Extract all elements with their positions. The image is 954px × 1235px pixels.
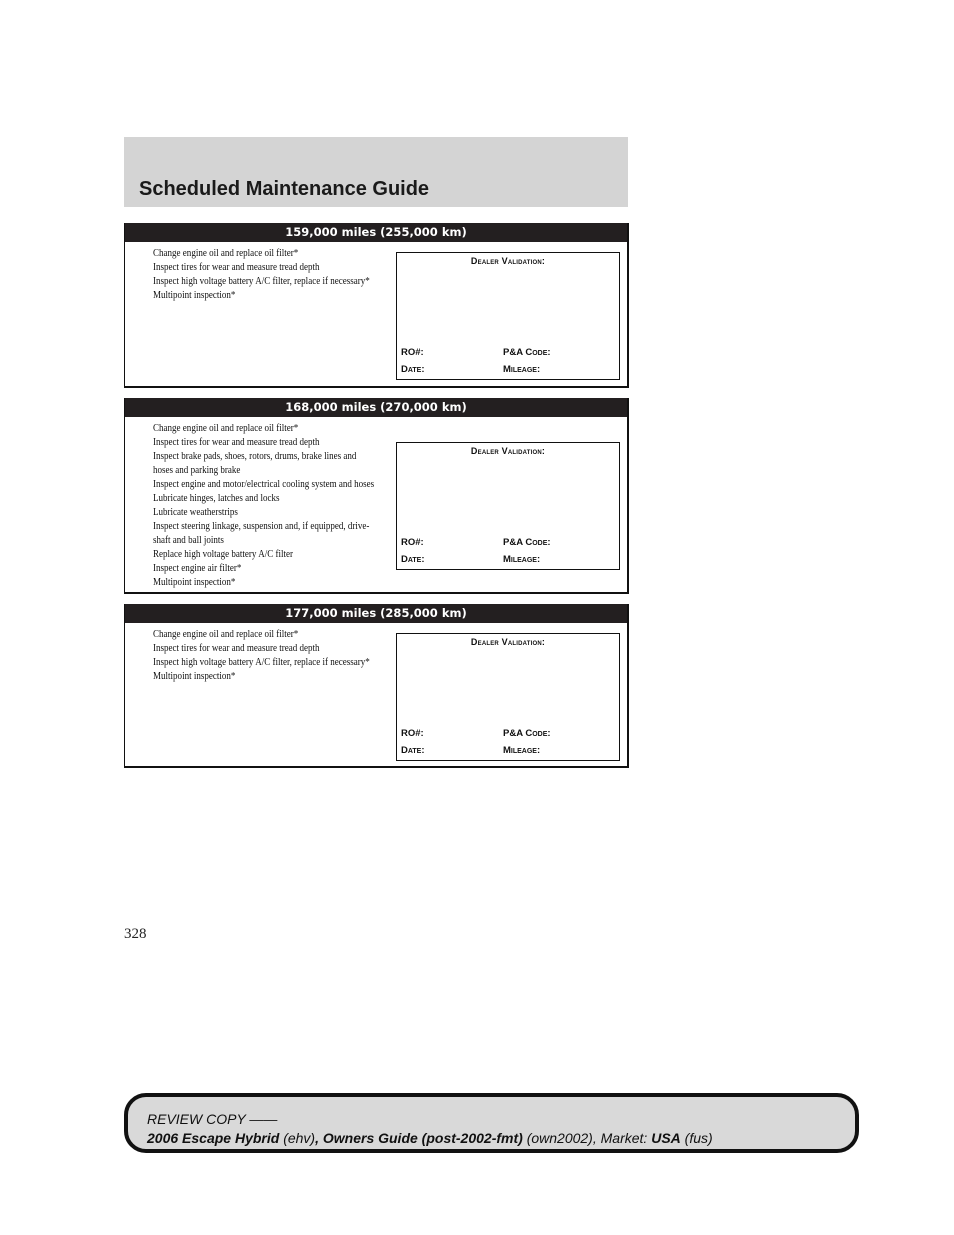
page-title: Scheduled Maintenance Guide: [139, 178, 430, 200]
dealer-validation-title: Dealer Validation:: [470, 637, 546, 647]
mileage-label: Mileage:: [503, 745, 541, 756]
separator: ,: [315, 1130, 319, 1146]
market-label: , Market:: [592, 1130, 648, 1146]
task-item: Inspect high voltage battery A/C filter, replace if necessary*: [153, 275, 370, 287]
model-name: 2006 Escape Hybrid: [147, 1130, 280, 1146]
task-list: [153, 627, 388, 683]
header-band: [124, 137, 628, 207]
dealer-validation-title: Dealer Validation:: [470, 446, 546, 456]
task-item: Inspect brake pads, shoes, rotors, drums, brake lines and: [153, 450, 357, 462]
task-item: Replace high voltage battery A/C filter: [153, 548, 294, 560]
dealer-validation-box: [396, 252, 620, 380]
dealer-validation-title: Dealer Validation:: [470, 256, 546, 266]
maintenance-section-159000: [124, 223, 629, 388]
task-item: Multipoint inspection*: [153, 576, 236, 588]
market-name: USA: [651, 1130, 681, 1146]
ro-label: RO#:: [401, 537, 424, 548]
mileage-label: Mileage:: [503, 554, 541, 565]
task-item: hoses and parking brake: [153, 464, 241, 476]
task-item: Inspect high voltage battery A/C filter, replace if necessary*: [153, 656, 370, 668]
task-item: Inspect tires for wear and measure tread depth: [153, 436, 320, 448]
maintenance-section-177000: [124, 604, 629, 768]
task-item: Inspect engine and motor/electrical cooling system and hoses: [153, 478, 375, 490]
task-item: Inspect tires for wear and measure tread depth: [153, 642, 320, 654]
review-copy-details: [147, 1130, 713, 1146]
task-item: Lubricate weatherstrips: [153, 506, 238, 518]
task-item: Inspect engine air filter*: [153, 562, 242, 574]
task-item: shaft and ball joints: [153, 534, 224, 546]
dealer-validation-box: [396, 442, 620, 570]
task-item: Change engine oil and replace oil filter*: [153, 628, 299, 640]
section-mileage-header: 177,000 miles (285,000 km): [125, 604, 627, 623]
maintenance-section-168000: [124, 398, 629, 594]
pa-code-label: P&A Code:: [503, 347, 551, 358]
task-item: Inspect tires for wear and measure tread depth: [153, 261, 320, 273]
task-list: [153, 246, 388, 302]
task-item: Multipoint inspection*: [153, 289, 236, 301]
model-code: (ehv): [283, 1130, 316, 1146]
section-mileage-header: 159,000 miles (255,000 km): [125, 223, 627, 242]
task-item: Change engine oil and replace oil filter*: [153, 247, 299, 259]
dealer-validation-box: [396, 633, 620, 761]
pa-code-label: P&A Code:: [503, 728, 551, 739]
review-copy-box: [124, 1093, 859, 1153]
guide-name: Owners Guide (post-2002-fmt): [322, 1130, 523, 1146]
date-label: Date:: [401, 554, 425, 565]
pa-code-label: P&A Code:: [503, 537, 551, 548]
review-copy-label: REVIEW COPY ——: [147, 1111, 278, 1127]
guide-code: (own2002): [526, 1130, 593, 1146]
date-label: Date:: [401, 364, 425, 375]
market-code: (fus): [684, 1130, 713, 1146]
task-list: [153, 421, 388, 589]
section-mileage-header: 168,000 miles (270,000 km): [125, 398, 627, 417]
ro-label: RO#:: [401, 347, 424, 358]
task-item: Change engine oil and replace oil filter*: [153, 422, 299, 434]
date-label: Date:: [401, 745, 425, 756]
ro-label: RO#:: [401, 728, 424, 739]
task-item: Inspect steering linkage, suspension and, if equipped, drive-: [153, 520, 370, 532]
task-item: Multipoint inspection*: [153, 670, 236, 682]
task-item: Lubricate hinges, latches and locks: [153, 492, 280, 504]
page-number: 328: [124, 926, 147, 942]
mileage-label: Mileage:: [503, 364, 541, 375]
